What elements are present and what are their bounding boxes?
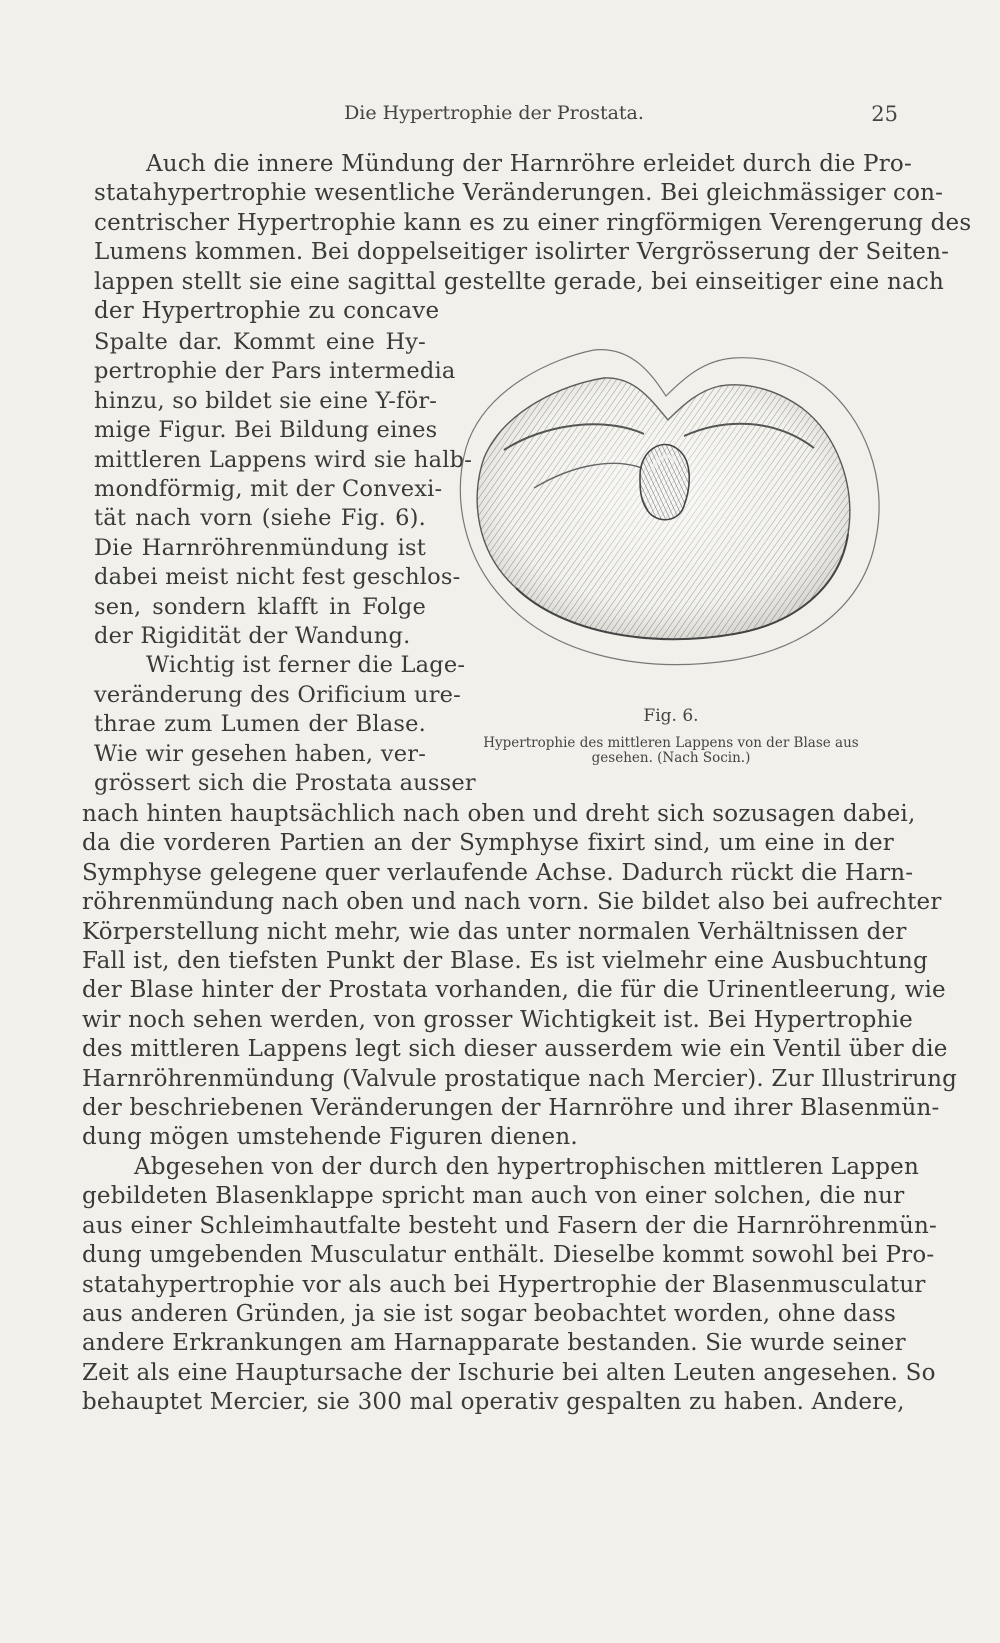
- text-line: Spalte dar. Kommt eine Hy-: [94, 329, 426, 355]
- text-line: gebildeten Blasenklappe spricht man auch von einer solchen, die nur: [82, 1183, 905, 1210]
- text-line: Symphyse gelegene quer verlaufende Achse. Dadurch rückt die Harn-: [82, 859, 914, 886]
- text-line: andere Erkrankungen am Harnapparate bestanden. Sie wurde seiner: [82, 1330, 906, 1357]
- text-line: Fall ist, den tiefsten Punkt der Blase. Es ist vielmehr eine Ausbuchtung: [82, 948, 928, 975]
- text-line: Zeit als eine Hauptursache der Ischurie bei alten Leuten angesehen. So: [82, 1359, 936, 1386]
- text-line: aus einer Schleimhautfalte besteht und Fasern der die Harnröhrenmün-: [82, 1212, 938, 1239]
- continuation-text: [82, 800, 958, 1418]
- intro-paragraph: [94, 150, 972, 326]
- text-line: Körperstellung nicht mehr, wie das unter normalen Verhältnissen der: [82, 918, 907, 945]
- bladder-illustration: [444, 338, 898, 702]
- text-line: der Rigidität der Wandung.: [94, 623, 411, 650]
- figure-caption-line: gesehen. (Nach Socin.): [591, 750, 751, 766]
- text-line: der Hypertrophie zu concave: [94, 298, 440, 325]
- text-line: mondförmig, mit der Convexi-: [94, 476, 443, 503]
- figure-caption-line: Hypertrophie des mittleren Lappens von der Blase aus: [483, 735, 859, 751]
- text-line: hinzu, so bildet sie eine Y-för-: [94, 387, 438, 414]
- text-line: der beschriebenen Veränderungen der Harnröhre und ihrer Blasenmün-: [82, 1095, 940, 1122]
- text-line: pertrophie der Pars intermedia: [94, 358, 456, 385]
- wrapped-text-column: [94, 328, 476, 799]
- text-line: statahypertrophie vor als auch bei Hypertrophie der Blasenmusculatur: [82, 1271, 926, 1298]
- text-line: Lumens kommen. Bei doppelseitiger isolirter Vergrösserung der Seiten-: [94, 239, 950, 266]
- text-line: Wichtig ist ferner die Lage-: [146, 652, 466, 679]
- text-line: dung mögen umstehende Figuren dienen.: [82, 1124, 578, 1151]
- text-line: wir noch sehen werden, von grosser Wichtigkeit ist. Bei Hypertrophie: [82, 1006, 913, 1033]
- text-line: da die vorderen Partien an der Symphyse fixirt sind, um eine in der: [82, 830, 894, 857]
- text-line: Die Harnröhrenmündung ist: [94, 534, 426, 561]
- text-line: veränderung des Orificium ure-: [94, 681, 461, 708]
- text-line: dung umgebenden Musculatur enthält. Dieselbe kommt sowohl bei Pro-: [82, 1242, 935, 1269]
- text-line: Abgesehen von der durch den hypertrophischen mittleren Lappen: [134, 1153, 919, 1180]
- text-line: des mittleren Lappens legt sich dieser ausserdem wie ein Ventil über die: [82, 1036, 948, 1063]
- text-line: sen, sondern klafft in Folge: [94, 593, 426, 620]
- text-line: grössert sich die Prostata ausser: [94, 770, 476, 797]
- text-line: tät nach vorn (siehe Fig. 6).: [94, 505, 426, 532]
- text-line: dabei meist nicht fest geschlos-: [94, 564, 461, 591]
- figure-label: Fig. 6.: [643, 706, 699, 726]
- text-line: lappen stellt sie eine sagittal gestellte gerade, bei einseitiger eine nach: [94, 268, 944, 295]
- text-line: der Blase hinter der Prostata vorhanden, die für die Urinentleerung, wie: [82, 977, 946, 1004]
- text-line: mittleren Lappens wird sie halb-: [94, 446, 472, 473]
- text-line: aus anderen Gründen, ja sie ist sogar beobachtet worden, ohne dass: [82, 1300, 896, 1327]
- text-line: Wie wir gesehen haben, ver-: [94, 740, 426, 767]
- text-line: behauptet Mercier, sie 300 mal operativ gespalten zu haben. Andere,: [82, 1389, 905, 1416]
- page-number: 25: [871, 102, 898, 126]
- text-line: mige Figur. Bei Bildung eines: [94, 417, 438, 444]
- figure-caption: [444, 736, 898, 766]
- text-line: thrae zum Lumen der Blase.: [94, 711, 426, 738]
- page-header: [90, 98, 898, 132]
- text-line: röhrenmündung nach oben und nach vorn. Sie bildet also bei aufrechter: [82, 889, 942, 916]
- text-line: centrischer Hypertrophie kann es zu einer ringförmigen Verengerung des: [94, 209, 972, 236]
- running-title: Die Hypertrophie der Prostata.: [344, 102, 644, 124]
- text-line: nach hinten hauptsächlich nach oben und dreht sich sozusagen dabei,: [82, 801, 916, 827]
- text-line: Auch die innere Mündung der Harnröhre erleidet durch die Pro-: [146, 151, 912, 177]
- text-line: statahypertrophie wesentliche Veränderungen. Bei gleichmässiger con-: [94, 180, 944, 207]
- text-line: Harnröhrenmündung (Valvule prostatique nach Mercier). Zur Illustrirung: [82, 1065, 958, 1092]
